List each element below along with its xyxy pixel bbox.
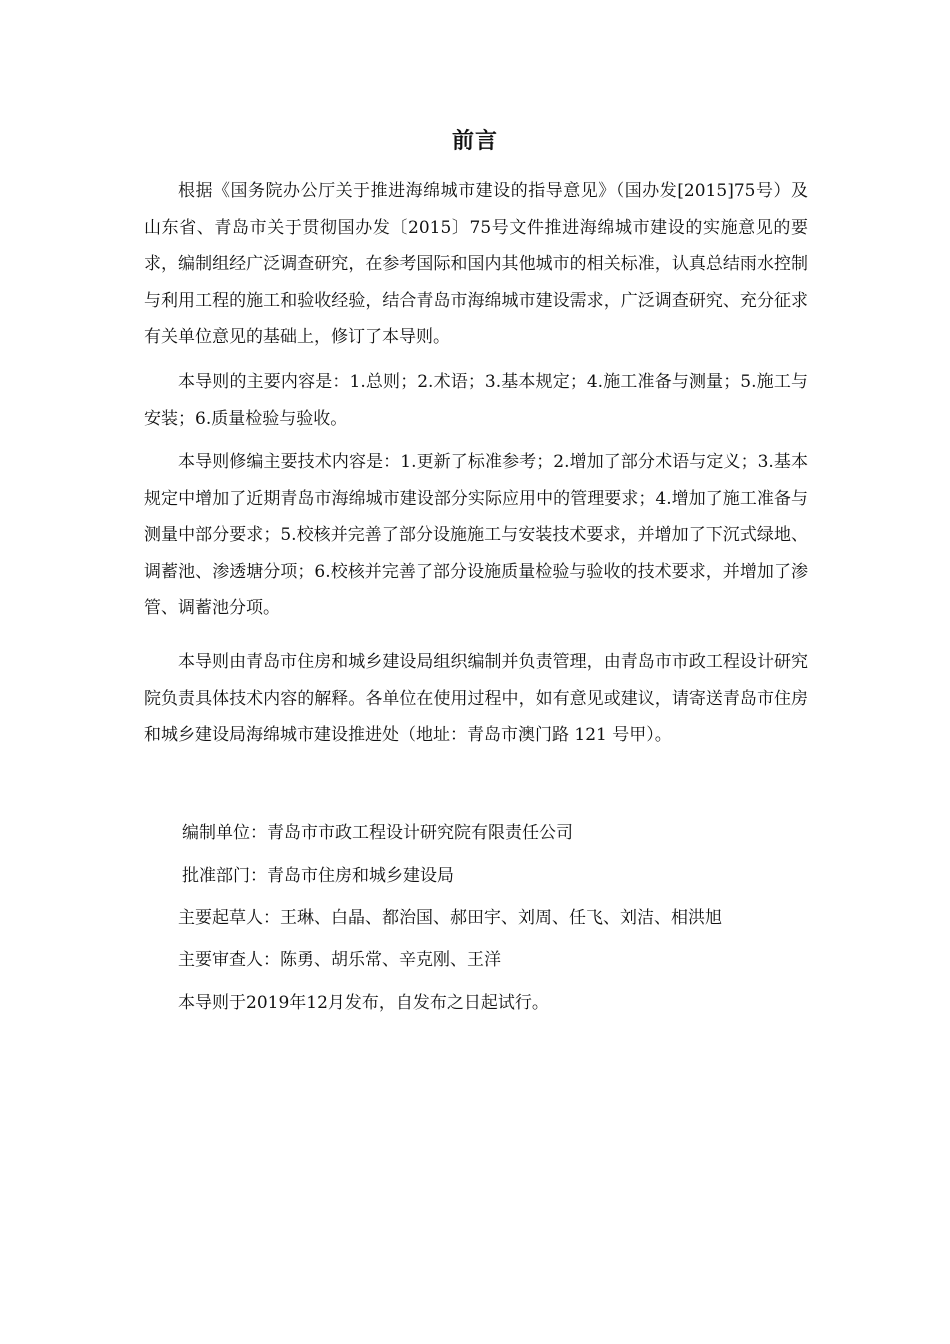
paragraph-background: 根据《国务院办公厅关于推进海绵城市建设的指导意见》（国办发[2015]75号）及山东省、青岛市关于贯彻国办发〔2015〕75号文件推进海绵城市建设的实施意见的要求，编制组经广泛调查研究，在参考国际和国内其他城市的相关标准，认真总结雨水控制与利用工程的施工和验收经验，结合青岛市海绵城市建设需求，广泛调查研究、充分征求有关单位意见的基础上，修订了本导则。: [144, 181, 808, 348]
compiling-unit: 编制单位：青岛市市政工程设计研究院有限责任公司: [182, 823, 573, 843]
paragraph-revision-contents: 本导则修编主要技术内容是：1.更新了标准参考；2.增加了部分术语与定义；3.基本规定中增加了近期青岛市海绵城市建设部分实际应用中的管理要求；4.增加了施工准备与测量中部分要求；5.校核并完善了部分设施施工与安装技术要求，并增加了下沉式绿地、调蓄池、渗透塘分项；6.校核并完善了部分设施质量检验与验收的技术要求，并增加了渗管、调蓄池分项。: [144, 452, 808, 619]
paragraph-management: 本导则由青岛市住房和城乡建设局组织编制并负责管理，由青岛市市政工程设计研究院负责具体技术内容的解释。各单位在使用过程中，如有意见或建议，请寄送青岛市住房和城乡建设局海绵城市建设推进处（地址：青岛市澳门路 121 号甲）。: [144, 652, 808, 746]
main-reviewers: 主要审查人：陈勇、胡乐常、辛克刚、王洋: [178, 950, 501, 970]
release-statement: 本导则于2019年12月发布，自发布之日起试行。: [178, 993, 549, 1013]
main-drafters: 主要起草人：王琳、白晶、都治国、郝田宇、刘周、任飞、刘洁、相洪旭: [178, 908, 722, 928]
paragraph-main-contents: 本导则的主要内容是：1.总则；2.术语；3.基本规定；4.施工准备与测量；5.施工与安装；6.质量检验与验收。: [144, 372, 808, 429]
approving-department: 批准部门：青岛市住房和城乡建设局: [182, 866, 454, 886]
page-title: 前言: [451, 128, 498, 154]
